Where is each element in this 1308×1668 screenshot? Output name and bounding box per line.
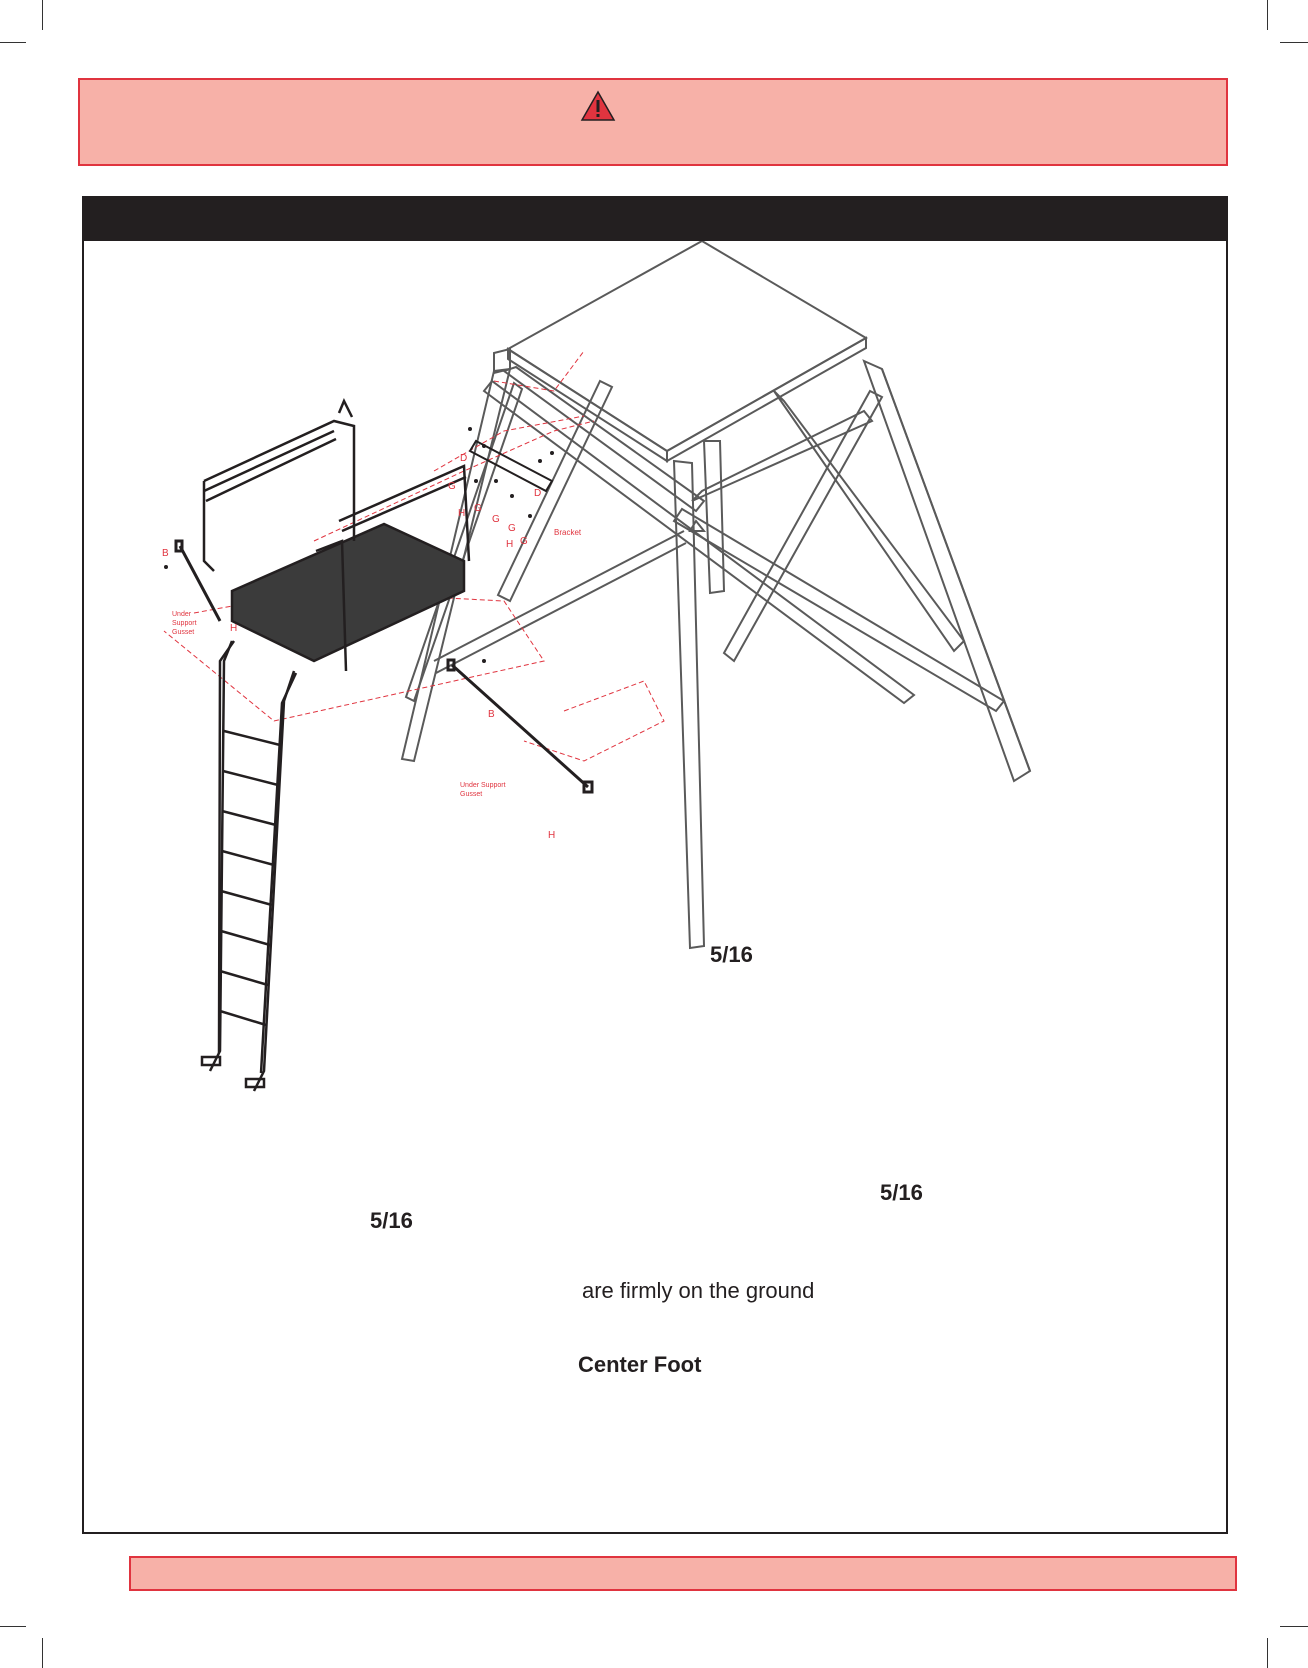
crop-mark [0,1626,26,1627]
crop-mark [1280,42,1308,43]
crop-mark [0,42,26,43]
step-header-bar [82,196,1228,241]
bolt-size-note: 5/16 [710,942,753,967]
label-gusset-left: Support [172,620,197,627]
label-h: H [548,830,556,841]
label-h: H [458,508,466,519]
tower-platform-top [508,241,866,451]
ladder [202,641,296,1091]
label-g: G [492,514,500,525]
label-b: B [162,548,169,559]
label-gusset-right: Under Support [460,782,506,789]
label-gusset-right: Gusset [460,791,483,798]
label-h: H [506,539,514,550]
bolt-size-note: 5/16 [370,1208,413,1233]
tower-brace [692,411,872,501]
bottom-banner [129,1556,1237,1591]
ground-note: are firmly on the ground [582,1278,815,1303]
tower-post-back [704,441,724,593]
assembly-diagram [84,241,1226,1141]
label-h: H [230,623,238,634]
label-d: D [534,488,542,499]
warning-triangle-icon [580,90,616,122]
under-support-gusset-left [176,541,220,621]
label-g: G [448,481,456,492]
label-gusset-left: Under [172,611,192,618]
crop-mark [42,1638,43,1668]
warning-banner [78,78,1228,166]
label-g: G [474,503,482,514]
label-bracket: Bracket [554,528,582,537]
crop-mark [1267,0,1268,30]
tower-post-right [864,361,1030,781]
label-d: D [460,453,468,464]
crop-mark [42,0,43,30]
label-b: B [488,709,495,720]
under-support-gusset-right [448,660,592,792]
label-g: G [508,523,516,534]
label-gusset-left: Gusset [172,629,195,636]
crop-mark [1267,1638,1268,1668]
center-foot-note: Center Foot [578,1352,702,1377]
label-g: G [520,536,528,547]
crop-mark [1280,1626,1308,1627]
bolt-size-note: 5/16 [880,1180,923,1205]
